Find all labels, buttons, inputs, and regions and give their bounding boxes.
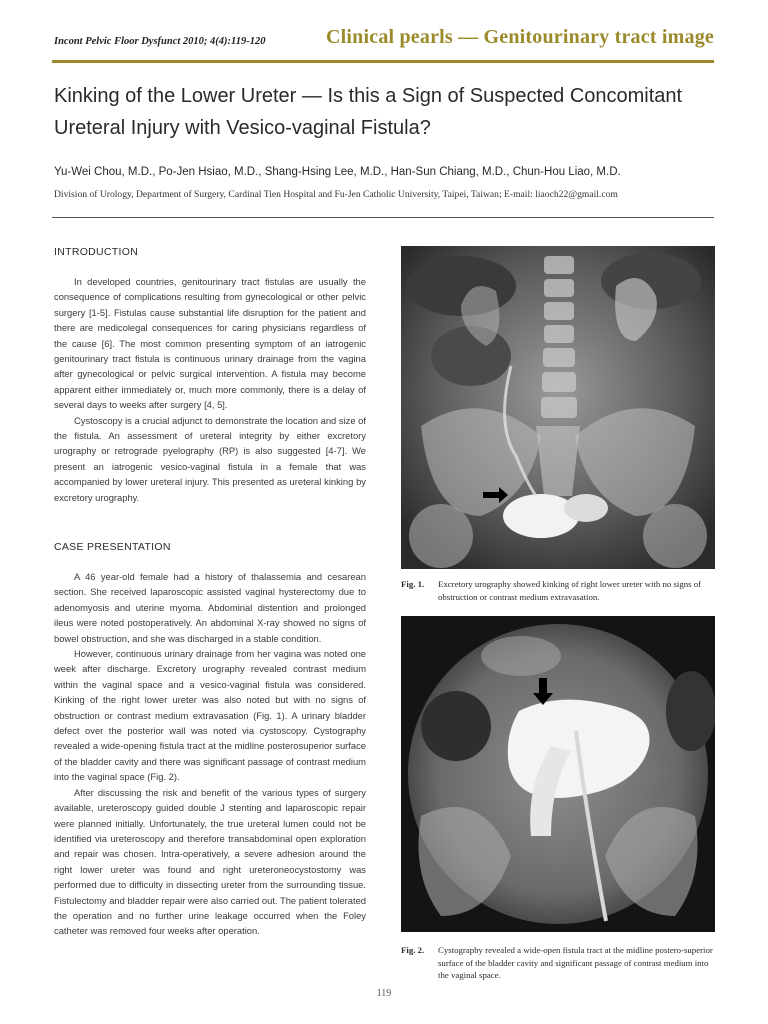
figure-label: Fig. 1. xyxy=(401,579,425,589)
caption-text: Cystography revealed a wide-open fistula tract at the midline postero-superior surface of the bladder cavity and significant passage of contrast medium into the vaginal space. xyxy=(438,945,713,980)
introduction-section xyxy=(54,274,366,505)
paragraph: A 46 year-old female had a history of thalassemia and cesarean section. She received laparoscopic assisted vaginal hysterectomy due to adenomyosis and uterine myoma. Abdominal distention and prolonged ileus were noted postoperatively. An abdominal X-ray showed no signs of bowel obstruction, and she was discharged in a stable condition. xyxy=(54,571,366,644)
figure-2-cystography xyxy=(401,616,715,932)
body-divider xyxy=(52,217,714,218)
paragraph: In developed countries, genitourinary tract fistulas are usually the consequence of complications resulting from gynecological or other pelvic surgery [1-5]. Fistulas cause substantial life disruption for the patient and there are medicolegal consequences for caring physicians regardless of the cause [6]. The most common presenting symptom of an iatrogenic genitourinary tract fistula is continuous urinary drainage from the vagina after gynecological or pelvic surgical intervention. A fistula may become apparent either immediately or, much more commonly, there is a delay of several days to weeks after surgery [4, 5]. xyxy=(54,276,366,411)
figure-2-caption xyxy=(401,944,717,982)
paragraph: However, continuous urinary drainage from her vagina was noted one week after discharge. Excretory urography revealed contrast medium within the vaginal space and a vesico-vaginal fistula was considered. Kinking of the right lower ureter was also noted but with no signs of obstruction or contrast medium extravasation (Fig. 1). A urinary bladder defect over the posterior wall was noted via cystoscopy. Cystography revealed a wide-opening fistula tract at the midline posterosuperior surface of the bladder cavity and there was significant passage of contrast medium into the vaginal space (Fig. 2). xyxy=(54,648,366,783)
figure-1-xray xyxy=(401,246,715,569)
paragraph: After discussing the risk and benefit of the various types of surgery available, ureteroscopy guided double J stenting and laparoscopic repair were planned initially. Unfortunately, the true ureteral lumen could not be identified via ureteroscopy and therefore transabdominal open exploration and repair was chosen. Intra-operatively, a severe adhesion around the right lower ureter was found and right ureteroneocystostomy was performed due to difficulty in dissecting ureter from the surrounding tissue. Fistulectomy and bladder repair were also carried out. The patient tolerated the operation and no further urine leakage occurred when the Foley catheter was removed four weeks after operation. xyxy=(54,786,366,937)
header-divider xyxy=(52,60,714,63)
journal-reference: Incont Pelvic Floor Dysfunct 2010; 4(4):119-120 xyxy=(54,36,266,47)
paragraph: Cystoscopy is a crucial adjunct to demonstrate the location and size of the fistula. An assessment of ureteral integrity by either excretory urography or retrograde pyelography (RP) is also suggested [4-7]. We present an iatrogenic vesico-vaginal fistula in a female that was accompanied by lower ureteral injury. This presented as ureteral kinking by excretory urography. xyxy=(54,414,366,503)
cystography-image xyxy=(401,616,715,932)
affiliation: Division of Urology, Department of Surgery, Cardinal Tien Hospital and Fu-Jen Catholic University, Taipei, Taiwan; E-mail: liaoch22@gmail.com xyxy=(54,189,618,200)
xray-image xyxy=(401,246,715,569)
article-title: Kinking of the Lower Ureter — Is this a Sign of Suspected Concomitant Ureteral Injury with Vesico-vaginal Fistula? xyxy=(54,85,683,139)
page-number: 119 xyxy=(376,988,392,999)
introduction-heading: INTRODUCTION xyxy=(54,246,139,258)
section-label: Clinical pearls — Genitourinary tract image xyxy=(326,26,714,48)
figure-label: Fig. 2. xyxy=(401,945,425,955)
author-list: Yu-Wei Chou, M.D., Po-Jen Hsiao, M.D., Shang-Hsing Lee, M.D., Han-Sun Chiang, M.D., Chun-Hou Liao, M.D. xyxy=(54,166,621,178)
case-section xyxy=(54,569,366,939)
caption-text: Excretory urography showed kinking of right lower ureter with no signs of obstruction or contrast medium extravasation. xyxy=(438,579,702,602)
figure-1-caption xyxy=(401,578,717,603)
case-heading: CASE PRESENTATION xyxy=(54,541,171,553)
